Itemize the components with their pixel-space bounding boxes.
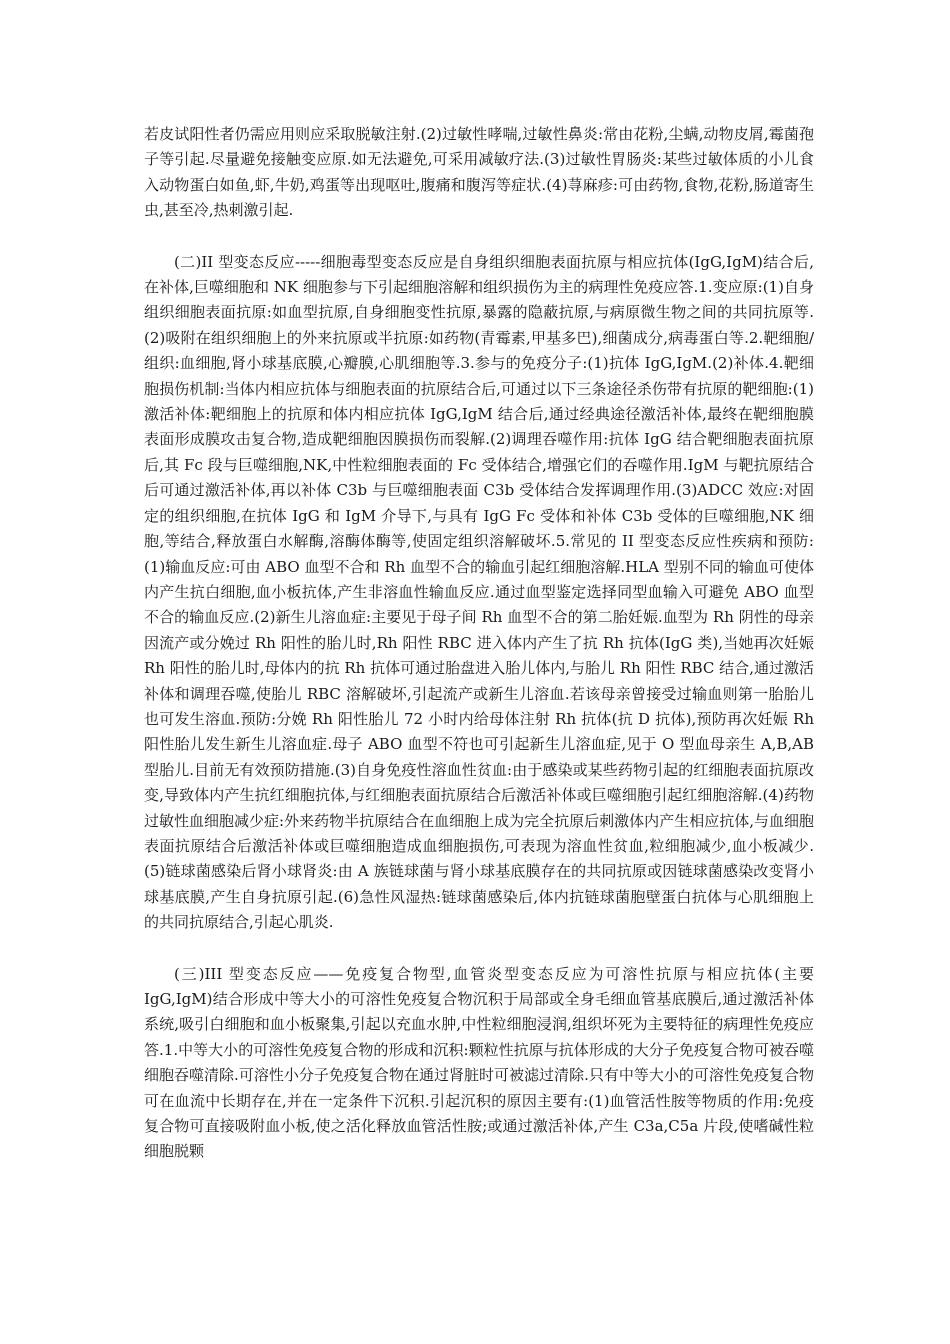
paragraph-type-iii-hypersensitivity: (三)III 型变态反应——免疫复合物型,血管炎型变态反应为可溶性抗原与相应抗体(主要 IgG,IgM)结合形成中等大小的可溶性免疫复合物沉积于局部或全身毛细血管基底膜后,通过激活补体系统,吸引白细胞和血小板聚集,引起以充血水肿,中性粒细胞浸润,组织坏死为主要特征的病理性免疫应答.1.中等大小的可溶性免疫复合物的形成和沉积:颗粒性抗原与抗体形成的大分子免疫复合物可被吞噬细胞吞噬清除.可溶性小分子免疫复合物在通过肾脏时可被滤过清除.只有中等大小的可溶性免疫复合物可在血流中长期存在,并在一定条件下沉积.引起沉积的原因主要有:(1)血管活性胺等物质的作用:免疫复合物可直接吸附血小板,使之活化释放血管活性胺;或通过激活补体,产生 C3a,C5a 片段,使嗜碱性粒细胞脱颗 xyxy=(144,964,814,1161)
paragraph-spacer xyxy=(144,936,814,962)
paragraph-type-i-continuation: 若皮试阳性者仍需应用则应采取脱敏注射.(2)过敏性哮喘,过敏性鼻炎:常由花粉,尘螨,动物皮屑,霉菌孢子等引起.尽量避免接触变应原.如无法避免,可采用减敏疗法.(3)过敏性胃肠炎:某些过敏体质的小儿食入动物蛋白如鱼,虾,牛奶,鸡蛋等出现呕吐,腹痛和腹泻等症状.(4)荨麻疹:可由药物,食物,花粉,肠道寄生虫,甚至冷,热刺激引起. xyxy=(144,125,814,220)
paragraph-spacer xyxy=(144,224,814,250)
paragraph-type-ii-hypersensitivity: (二)II 型变态反应-----细胞毒型变态反应是自身组织细胞表面抗原与相应抗体(IgG,IgM)结合后,在补体,巨噬细胞和 NK 细胞参与下引起细胞溶解和组织损伤为主的病理性免疫应答.1.变应原:(1)自身组织细胞表面抗原:如血型抗原,自身细胞变性抗原,暴露的隐蔽抗原,与病原微生物之间的共同抗原等.(2)吸附在组织细胞上的外来抗原或半抗原:如药物(青霉素,甲基多巴),细菌成分,病毒蛋白等.2.靶细胞/组织:血细胞,肾小球基底膜,心瓣膜,心肌细胞等.3.参与的免疫分子:(1)抗体 IgG,IgM.(2)补体.4.靶细胞损伤机制:当体内相应抗体与细胞表面的抗原结合后,可通过以下三条途径杀伤带有抗原的靶细胞:(1)激活补体:靶细胞上的抗原和体内相应抗体 IgG,IgM 结合后,通过经典途径激活补体,最终在靶细胞膜表面形成膜攻击复合物,造成靶细胞因膜损伤而裂解.(2)调理吞噬作用:抗体 IgG 结合靶细胞表面抗原后,其 Fc 段与巨噬细胞,NK,中性粒细胞表面的 Fc 受体结合,增强它们的吞噬作用.IgM 与靶抗原结合后可通过激活补体,再以补体 C3b 与巨噬细胞表面 C3b 受体结合发挥调理作用.(3)ADCC 效应:对固定的组织细胞,在抗体 IgG 和 IgM 介导下,与具有 IgG Fc 受体和补体 C3b 受体的巨噬细胞,NK 细胞,等结合,释放蛋白水解酶,溶酶体酶等,使固定组织溶解破坏.5.常见的 II 型变态反应性疾病和预防:(1)输血反应:可由 ABO 血型不合和 Rh 血型不合的输血引起红细胞溶解.HLA 型别不同的输血可使体内产生抗白细胞,血小板抗体,产生非溶血性输血反应.通过血型鉴定选择同型血输入可避免 ABO 血型不合的输血反应.(2)新生儿溶血症:主要见于母子间 Rh 血型不合的第二胎妊娠.血型为 Rh 阴性的母亲因流产或分娩过 Rh 阳性的胎儿时,Rh 阳性 RBC 进入体内产生了抗 Rh 抗体(IgG 类),当她再次妊娠 Rh 阳性的胎儿时,母体内的抗 Rh 抗体可通过胎盘进入胎儿体内,与胎儿 Rh 阳性 RBC 结合,通过激活补体和调理吞噬,使胎儿 RBC 溶解破坏,引起流产或新生儿溶血.若该母亲曾接受过输血则第一胎胎儿也可发生溶血.预防:分娩 Rh 阳性胎儿 72 小时内给母体注射 Rh 抗体(抗 D 抗体),预防再次妊娠 Rh 阳性胎儿发生新生儿溶血症.母子 ABO 血型不符也可引起新生儿溶血症,见于 O 型血母亲生 A,B,AB 型胎儿.目前无有效预防措施.(3)自身免疫性溶血性贫血:由于感染或某些药物引起的红细胞表面抗原改变,导致体内产生抗红细胞抗体,与红细胞表面抗原结合后激活补体或巨噬细胞引起红细胞溶解.(4)药物过敏性血细胞减少症:外来药物半抗原结合在血细胞上成为完全抗原后刺激体内产生相应抗体,与血细胞表面抗原结合后激活补体或巨噬细胞造成血细胞损伤,可表现为溶血性贫血,粒细胞减少,血小板减少.(5)链球菌感染后肾小球肾炎:由 A 族链球菌与肾小球基底膜存在的共同抗原或因链球菌感染改变肾小球基底膜,产生自身抗原引起.(6)急性风湿热:链球菌感染后,体内抗链球菌胞壁蛋白抗体与心肌细胞上的共同抗原结合,引起心肌炎. xyxy=(144,252,814,932)
document-page xyxy=(144,122,814,1165)
